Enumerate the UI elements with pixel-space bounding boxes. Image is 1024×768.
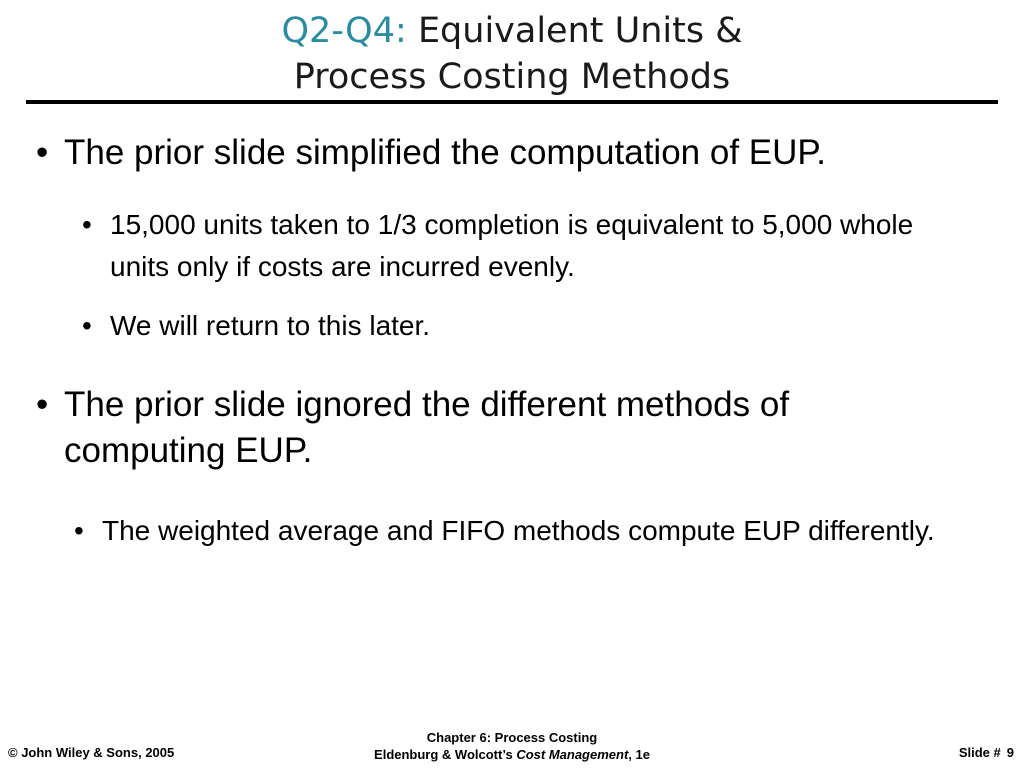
slide-number-value: 9 <box>1006 745 1014 760</box>
footer-book-suffix: , 1e <box>628 747 650 762</box>
sub-bullet-item <box>70 510 970 552</box>
footer-chapter: Chapter 6: Process Costing <box>426 730 598 745</box>
footer-source <box>312 729 712 763</box>
title-prefix: Q2-Q4: <box>281 11 407 51</box>
bullet-icon: • <box>36 385 49 424</box>
bullet-icon: • <box>82 310 92 341</box>
bullet-text: The prior slide simplified the computation of EUP. <box>64 133 826 172</box>
footer-book <box>312 746 712 763</box>
bullet-text: The prior slide ignored the different methods of computing EUP. <box>64 385 790 470</box>
footer-slide-number <box>959 745 1014 760</box>
title-line-1-text: Equivalent Units & <box>417 11 743 51</box>
bullet-item <box>18 130 978 176</box>
slide-number-label: Slide # <box>958 745 1001 760</box>
sub-bullet-item <box>78 305 938 347</box>
title-line-2: Process Costing Methods <box>293 57 731 97</box>
sub-bullet-item <box>78 204 938 288</box>
footer-book-prefix: Eldenburg & Wolcott’s <box>374 747 517 762</box>
sub-bullet-text: 15,000 units taken to 1/3 completion is equivalent to 5,000 whole units only if costs are incurred evenly. <box>110 209 914 282</box>
bullet-icon: • <box>74 515 84 546</box>
bullet-item <box>18 382 918 474</box>
footer-book-title: Cost Management <box>516 747 629 762</box>
sub-bullet-text: The weighted average and FIFO methods compute EUP differently. <box>102 515 935 546</box>
footer-copyright: © John Wiley & Sons, 2005 <box>8 745 175 760</box>
bullet-icon: • <box>36 133 49 172</box>
sub-bullet-text: We will return to this later. <box>110 310 431 341</box>
bullet-icon: • <box>82 209 92 240</box>
